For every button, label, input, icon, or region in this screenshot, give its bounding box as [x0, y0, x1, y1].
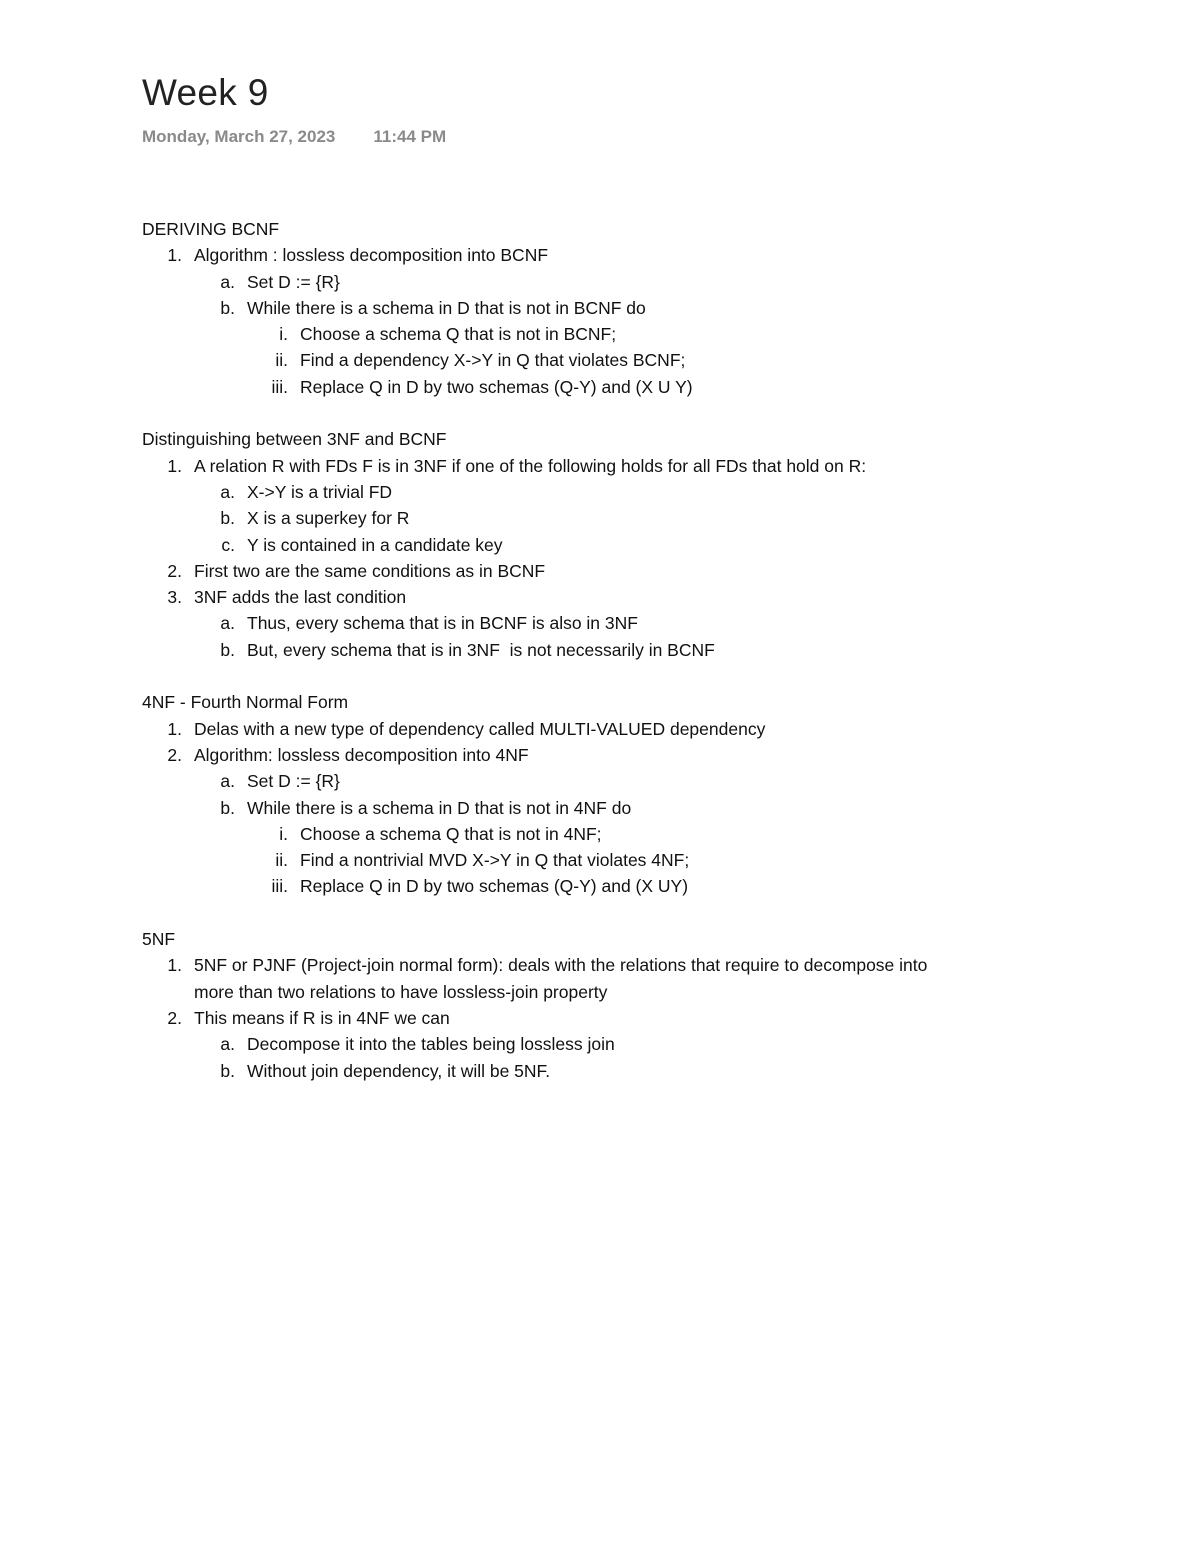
list-item-text: Set D := {R} — [247, 771, 340, 792]
list-item-text: Choose a schema Q that is not in 4NF; — [300, 823, 602, 844]
list-item-text: This means if R is in 4NF we can — [194, 1007, 450, 1028]
list-marker: b. — [220, 639, 235, 660]
section-heading: Distinguishing between 3NF and BCNF — [142, 429, 447, 450]
list-item — [142, 847, 1102, 873]
timestamp — [142, 127, 446, 147]
list-item-text: Algorithm: lossless decomposition into 4NF — [194, 744, 529, 765]
list-item — [142, 347, 1102, 373]
list-item — [142, 873, 1102, 899]
list-item-continuation — [142, 979, 1102, 1005]
list-item-text: Algorithm : lossless decomposition into BCNF — [194, 245, 549, 266]
list-item — [142, 768, 1102, 794]
list-item — [142, 532, 1102, 558]
list-item — [142, 479, 1102, 505]
list-item-text: While there is a schema in D that is not in 4NF do — [247, 797, 632, 818]
section-heading: 5NF — [142, 929, 176, 950]
spacer — [142, 663, 1102, 689]
page-title: Week 9 — [142, 72, 269, 113]
list-item — [142, 1058, 1102, 1084]
list-marker: a. — [220, 481, 235, 502]
list-marker: b. — [220, 297, 235, 318]
list-item — [142, 505, 1102, 531]
time-label: 11:44 PM — [373, 127, 447, 146]
list-item-text: A relation R with FDs F is in 3NF if one of the following holds for all FDs that hold on R: — [194, 455, 867, 476]
list-marker: a. — [220, 271, 235, 292]
section-5nf — [142, 926, 1102, 1084]
list-item-text: Decompose it into the tables being lossless join — [247, 1034, 615, 1055]
note-body — [142, 216, 1102, 1084]
list-marker: ii. — [275, 850, 288, 871]
list-marker: 2. — [167, 560, 182, 581]
list-item-text: Y is contained in a candidate key — [247, 534, 503, 555]
list-item — [142, 269, 1102, 295]
list-marker: 2. — [167, 1007, 182, 1028]
list-marker: b. — [220, 1060, 235, 1081]
list-item — [142, 321, 1102, 347]
list-marker: a. — [220, 771, 235, 792]
list-item — [142, 716, 1102, 742]
section-deriving-bcnf — [142, 216, 1102, 400]
list-item — [142, 1031, 1102, 1057]
list-item-text: While there is a schema in D that is not in BCNF do — [247, 297, 646, 318]
list-marker: 1. — [167, 718, 182, 739]
list-item — [142, 637, 1102, 663]
list-item — [142, 742, 1102, 768]
list-item-text: Without join dependency, it will be 5NF. — [247, 1060, 551, 1081]
spacer — [142, 900, 1102, 926]
list-item-text: But, every schema that is in 3NF is not necessarily in BCNF — [247, 639, 715, 660]
list-marker: i. — [279, 823, 288, 844]
list-item — [142, 453, 1102, 479]
list-item-text: X is a superkey for R — [247, 508, 410, 529]
list-item-text: Find a nontrivial MVD X->Y in Q that violates 4NF; — [300, 850, 690, 871]
list-item-text: 5NF or PJNF (Project-join normal form): deals with the relations that require to decompose into — [194, 955, 928, 976]
list-item-text: Replace Q in D by two schemas (Q-Y) and (X UY) — [300, 876, 689, 897]
list-item-text: Set D := {R} — [247, 271, 340, 292]
list-item — [142, 795, 1102, 821]
list-item-text: more than two relations to have lossless-join property — [194, 981, 608, 1002]
list-marker: b. — [220, 508, 235, 529]
list-marker: a. — [220, 613, 235, 634]
spacer — [142, 400, 1102, 426]
list-marker: 3. — [167, 587, 182, 608]
list-marker: ii. — [275, 350, 288, 371]
list-item — [142, 584, 1102, 610]
list-item — [142, 242, 1102, 268]
list-item-text: Thus, every schema that is in BCNF is also in 3NF — [247, 613, 638, 634]
section-4nf — [142, 689, 1102, 899]
list-marker: iii. — [271, 876, 288, 897]
list-item-text: Choose a schema Q that is not in BCNF; — [300, 324, 617, 345]
section-heading: 4NF - Fourth Normal Form — [142, 692, 349, 713]
list-item — [142, 821, 1102, 847]
list-item — [142, 374, 1102, 400]
list-item-text: Replace Q in D by two schemas (Q-Y) and (X U Y) — [300, 376, 693, 397]
list-item-text: X->Y is a trivial FD — [247, 481, 393, 502]
list-marker: i. — [279, 324, 288, 345]
list-item-text: Find a dependency X->Y in Q that violates BCNF; — [300, 350, 686, 371]
list-marker: 1. — [167, 245, 182, 266]
section-3nf-vs-bcnf — [142, 426, 1102, 663]
date-label: Monday, March 27, 2023 — [142, 127, 336, 146]
list-marker: 2. — [167, 744, 182, 765]
list-item-text: First two are the same conditions as in BCNF — [194, 560, 546, 581]
list-marker: iii. — [271, 376, 288, 397]
list-item — [142, 295, 1102, 321]
list-item — [142, 610, 1102, 636]
list-item — [142, 1005, 1102, 1031]
section-heading: DERIVING BCNF — [142, 219, 280, 239]
list-marker: a. — [220, 1034, 235, 1055]
list-item-text: Delas with a new type of dependency called MULTI-VALUED dependency — [194, 718, 766, 739]
list-item — [142, 952, 1102, 978]
list-item-text: 3NF adds the last condition — [194, 587, 407, 608]
list-marker: b. — [220, 797, 235, 818]
list-item — [142, 558, 1102, 584]
list-marker: c. — [221, 534, 235, 555]
list-marker: 1. — [167, 455, 182, 476]
list-marker: 1. — [167, 955, 182, 976]
